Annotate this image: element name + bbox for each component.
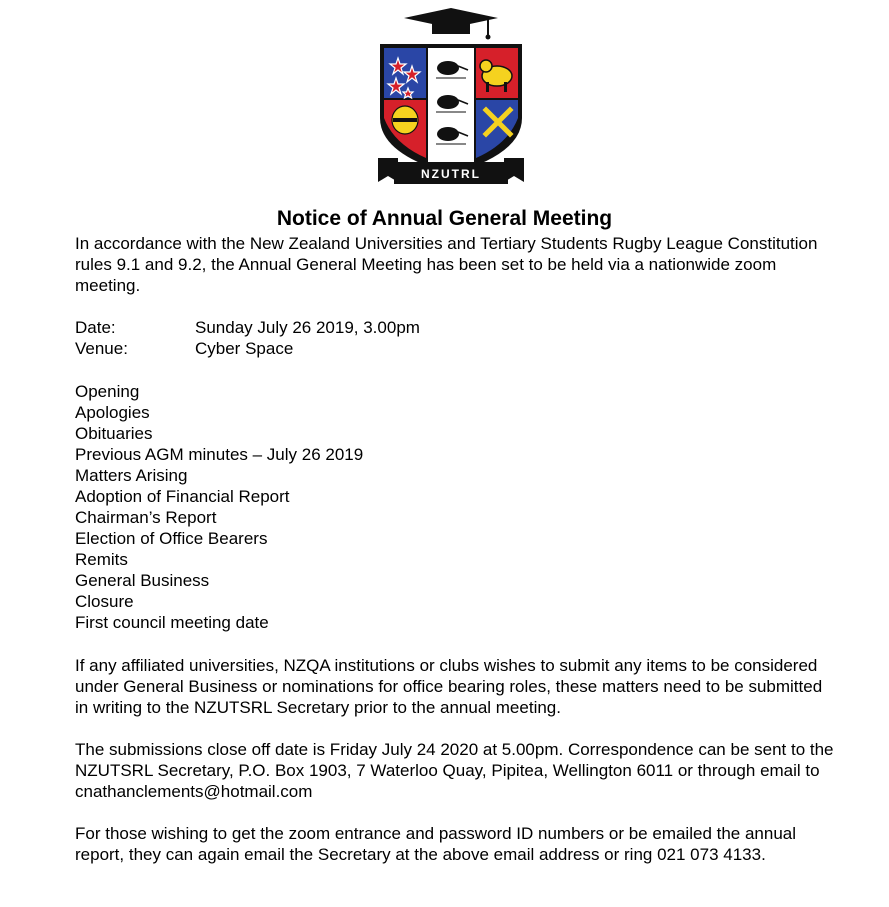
agenda-item: Matters Arising (75, 466, 188, 485)
agenda-item: Chairman’s Report (75, 508, 217, 527)
agenda-item: Obituaries (75, 424, 153, 443)
nzutrl-crest-logo (376, 6, 526, 186)
agenda-item: Remits (75, 550, 128, 569)
page-title: Notice of Annual General Meeting (276, 207, 613, 230)
venue-value: Cyber Space (195, 339, 294, 358)
date-label: Date: (75, 318, 116, 337)
agenda-item: Election of Office Bearers (75, 529, 268, 548)
zoom-paragraph: For those wishing to get the zoom entrance and password ID numbers or be emailed the annual report, they can again email the Secretary at the above email address or ring 021 073 4133. (75, 824, 797, 864)
agenda-item: Previous AGM minutes – July 26 2019 (75, 445, 364, 464)
close-off-paragraph: The submissions close off date is Friday July 24 2020 at 5.00pm. Correspondence can be sent to the NZUTSRL Secretary, P.O. Box 1903, 7 Waterloo Quay, Pipitea, Wellington 6011 or through email to cnathanclements@hotmail.com (75, 740, 834, 801)
crest-ribbon-text: NZUTRL (421, 167, 481, 181)
venue-label: Venue: (75, 339, 128, 358)
wheat-sheaf-icon (392, 106, 418, 134)
agenda-item: Apologies (75, 403, 150, 422)
date-value: Sunday July 26 2019, 3.00pm (195, 318, 420, 337)
intro-paragraph: In accordance with the New Zealand Universities and Tertiary Students Rugby League Constitution rules 9.1 and 9.2, the Annual General Meeting has been set to be held via a nationwide zoom meeting. (75, 234, 818, 295)
mortarboard-icon (404, 8, 498, 40)
agenda-item: General Business (75, 571, 210, 590)
agenda-item: Closure (75, 592, 134, 611)
agenda-item: First council meeting date (75, 613, 269, 632)
submissions-paragraph: If any affiliated universities, NZQA institutions or clubs wishes to submit any items to be considered under General Business or nominations for office bearing roles, these matters need to be submitted in writing to the NZUTSRL Secretary prior to the annual meeting. (75, 656, 823, 717)
agenda-item: Opening (75, 382, 140, 401)
date-row (75, 317, 420, 338)
agenda-item: Adoption of Financial Report (75, 487, 290, 506)
agenda-list (75, 381, 363, 633)
venue-row (75, 338, 293, 359)
